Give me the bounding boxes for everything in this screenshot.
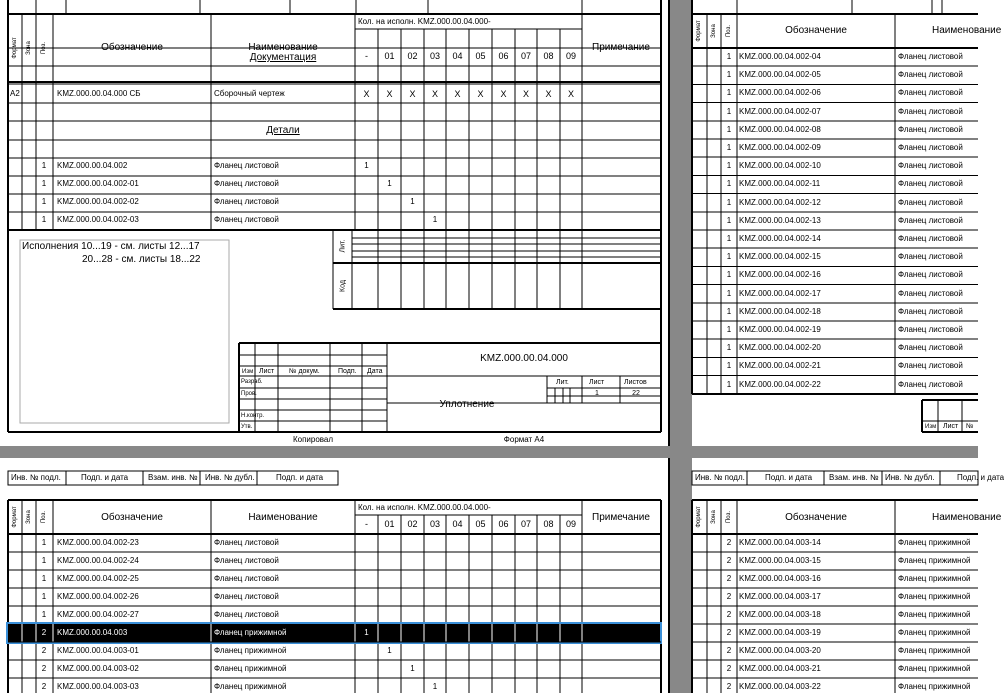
document-sheet-3[interactable] — [0, 458, 670, 693]
row-designation: KMZ.000.00.04.003-22 — [739, 682, 821, 691]
header-variant: 05 — [475, 519, 486, 529]
row-pos: 2 — [41, 628, 47, 637]
row-pos: 1 — [41, 610, 47, 619]
row-name: Фланец листовой — [214, 161, 279, 170]
row-name: Фланец листовой — [898, 52, 963, 61]
header-designation: Обозначение — [785, 25, 847, 36]
header-format: Формат — [696, 506, 702, 528]
header-variant: 07 — [520, 50, 532, 61]
row-name: Фланец прижимной — [898, 646, 971, 655]
row-designation: KMZ.000.00.04.002-18 — [739, 306, 821, 316]
row-name: Фланец прижимной — [898, 592, 971, 601]
row-pos: 1 — [726, 252, 732, 262]
row-pos: 1 — [726, 124, 732, 134]
header-format: Формат — [696, 20, 702, 42]
row-pos: 2 — [726, 646, 732, 655]
row-qty: 1 — [410, 664, 415, 673]
row-name: Фланец листовой — [898, 161, 963, 171]
row-designation: KMZ.000.00.04.002-02 — [57, 197, 139, 206]
assembly-mark: X — [477, 89, 484, 99]
row-designation: KMZ.000.00.04.003-03 — [57, 682, 139, 691]
row-name: Фланец листовой — [214, 538, 279, 547]
row-pos: 1 — [726, 361, 732, 371]
row-designation: KMZ.000.00.04.002-01 — [57, 179, 139, 188]
row-name: Фланец листовой — [898, 70, 963, 80]
stamp-izm: Изм — [925, 424, 937, 430]
stamp-no: № — [966, 423, 974, 430]
row-pos: 1 — [726, 197, 732, 207]
row-name: Фланец прижимной — [898, 556, 971, 565]
strip-sign-date: Подп. и дата — [765, 473, 813, 482]
header-variant: - — [365, 50, 368, 61]
header-format: Формат — [12, 37, 18, 59]
header-variant: 08 — [543, 519, 554, 529]
header-format: Формат — [12, 506, 18, 528]
header-pos: Поз. — [726, 25, 732, 37]
stamp-title: Уплотнение — [439, 399, 495, 410]
stamp-sheet: Лист — [589, 379, 605, 386]
header-pos: Поз. — [41, 42, 47, 54]
header-variant: 03 — [429, 50, 441, 61]
assembly-mark: X — [386, 89, 393, 99]
header-variant: 04 — [452, 519, 463, 529]
row-pos: 1 — [41, 197, 47, 206]
row-designation: KMZ.000.00.04.003-18 — [739, 610, 821, 619]
strip-sign-date: Подп. и дата — [81, 473, 129, 482]
row-pos: 1 — [726, 179, 732, 189]
row-name: Фланец листовой — [898, 361, 963, 371]
stamp-doc-no: № докум. — [289, 368, 320, 375]
header-variant: 04 — [452, 50, 463, 61]
row-pos: 1 — [41, 215, 47, 224]
strip-replace-no: Взам. инв. № — [148, 473, 198, 482]
assembly-mark: X — [454, 89, 461, 99]
row-designation: KMZ.000.00.04.002-03 — [57, 215, 139, 224]
strip-dup-no: Инв. № дубл. — [885, 473, 935, 482]
stamp-doc-code: KMZ.000.00.04.000 — [480, 353, 568, 364]
header-variant: 01 — [384, 519, 395, 529]
row-designation: KMZ.000.00.04.003-02 — [57, 664, 139, 673]
header-variant: 03 — [429, 519, 441, 529]
header-zone: Зона — [711, 24, 717, 38]
header-name: Наименование — [932, 25, 1002, 36]
row-name: Фланец листовой — [898, 288, 963, 298]
stamp-sign: Подп. — [338, 368, 357, 375]
header-qty: Кол. на исполн. KMZ.000.00.04.000- — [358, 17, 491, 26]
row-pos: 1 — [41, 179, 47, 188]
row-designation: KMZ.000.00.04.002-24 — [57, 556, 139, 565]
row-designation: KMZ.000.00.04.002-21 — [739, 361, 821, 371]
strip-sign-date2: Подп. и дата — [957, 473, 1004, 482]
row-name: Фланец листовой — [898, 234, 963, 243]
strip-dup-no: Инв. № дубл. — [205, 473, 255, 482]
row-designation: KMZ.000.00.04.002 — [57, 161, 128, 170]
row-name: Фланец листовой — [898, 106, 963, 116]
row-designation: KMZ.000.00.04.002-05 — [739, 70, 821, 80]
row-pos: 1 — [726, 161, 732, 171]
strip-replace-no: Взам. инв. № — [829, 473, 879, 482]
header-note: Примечание — [592, 42, 650, 53]
row-designation: KMZ.000.00.04.002-26 — [57, 592, 139, 601]
row-designation: KMZ.000.00.04.003-14 — [739, 538, 821, 547]
section-documentation: Документация — [249, 52, 317, 63]
row-pos: 1 — [726, 52, 732, 61]
row-name: Фланец листовой — [898, 215, 963, 225]
row-name: Фланец прижимной — [214, 664, 287, 673]
row-designation: KMZ.000.00.04.002-11 — [739, 179, 821, 189]
header-name: Наименование — [932, 512, 1002, 523]
assembly-mark: X — [500, 89, 507, 99]
header-pos: Поз. — [41, 511, 47, 523]
row-pos: 1 — [726, 234, 732, 243]
code-label: Код — [339, 280, 347, 292]
header-designation: Обозначение — [101, 512, 163, 523]
header-variant: 06 — [498, 50, 509, 61]
row-qty: 1 — [387, 179, 392, 188]
row-designation: KMZ.000.00.04.002-15 — [739, 252, 821, 262]
row-name: Фланец прижимной — [898, 538, 971, 547]
stamp-izm: Изм — [242, 369, 254, 375]
row-designation: KMZ.000.00.04.002-08 — [739, 124, 821, 134]
row-pos: 1 — [41, 161, 47, 170]
row-name: Фланец прижимной — [898, 610, 971, 619]
stamp-sheet-value: 1 — [595, 390, 599, 397]
row-designation: KMZ.000.00.04.002-25 — [57, 574, 139, 583]
row-name: Фланец листовой — [898, 252, 963, 262]
assembly-format: A2 — [10, 89, 20, 98]
row-designation: KMZ.000.00.04.002-23 — [57, 538, 139, 547]
stamp-list: Лист — [943, 423, 959, 430]
row-designation: KMZ.000.00.04.002-22 — [739, 379, 821, 389]
workspace-gap-vertical — [670, 0, 692, 693]
note-line-1: Исполнения 10...19 - см. листы 12...17 — [22, 241, 200, 252]
header-variant: 09 — [565, 519, 577, 529]
header-variant: 07 — [520, 519, 532, 529]
row-pos: 1 — [41, 592, 47, 601]
stamp-format: Формат A4 — [503, 435, 545, 444]
row-name: Фланец прижимной — [898, 574, 971, 583]
header-note: Примечание — [592, 512, 650, 523]
row-pos: 1 — [726, 288, 732, 298]
header-name: Наименование — [248, 42, 318, 53]
row-name: Фланец листовой — [898, 143, 963, 152]
row-name: Фланец листовой — [898, 88, 963, 98]
row-qty: 1 — [410, 197, 415, 206]
assembly-designation: KMZ.000.00.04.000 СБ — [57, 89, 141, 98]
row-pos: 1 — [726, 270, 732, 280]
header-variant: 09 — [565, 50, 577, 61]
row-name: Фланец листовой — [898, 325, 963, 334]
row-designation: KMZ.000.00.04.003-20 — [739, 646, 821, 655]
stamp-checked: Пров. — [241, 391, 257, 397]
row-qty: 1 — [364, 628, 369, 637]
row-pos: 2 — [726, 592, 732, 601]
row-pos: 2 — [726, 556, 732, 565]
row-designation: KMZ.000.00.04.002-07 — [739, 106, 821, 116]
stamp-lit: Лит. — [556, 379, 569, 386]
workspace-gap-horizontal — [0, 446, 978, 458]
document-sheet-4[interactable] — [692, 458, 1004, 693]
row-name: Фланец листовой — [898, 306, 963, 316]
row-pos: 2 — [726, 574, 732, 583]
header-zone: Зона — [26, 510, 32, 524]
row-designation: KMZ.000.00.04.003-16 — [739, 574, 821, 583]
frame-rect — [20, 240, 229, 423]
header-designation: Обозначение — [101, 42, 163, 53]
row-designation: KMZ.000.00.04.003-01 — [57, 646, 139, 655]
row-name: Фланец листовой — [214, 610, 279, 619]
row-name: Фланец листовой — [214, 215, 279, 224]
header-variant: 02 — [407, 519, 418, 529]
row-name: Фланец листовой — [898, 270, 963, 280]
header-variant: - — [365, 519, 368, 529]
row-pos: 2 — [726, 610, 732, 619]
row-name: Фланец листовой — [214, 592, 279, 601]
row-designation: KMZ.000.00.04.002-17 — [739, 288, 821, 298]
row-pos: 2 — [726, 664, 732, 673]
header-variant: 05 — [475, 50, 486, 61]
row-pos: 1 — [726, 379, 732, 389]
row-pos: 1 — [726, 88, 732, 98]
row-pos: 1 — [726, 70, 732, 80]
assembly-mark: X — [409, 89, 416, 99]
row-name: Фланец прижимной — [214, 628, 287, 637]
row-designation: KMZ.000.00.04.002-16 — [739, 270, 821, 280]
row-designation: KMZ.000.00.04.003-15 — [739, 556, 821, 565]
row-qty: 1 — [432, 682, 438, 691]
row-name: Фланец листовой — [898, 124, 963, 134]
row-qty: 1 — [432, 215, 438, 224]
row-pos: 1 — [41, 538, 47, 547]
header-designation: Обозначение — [785, 512, 847, 523]
row-designation: KMZ.000.00.04.002-27 — [57, 610, 139, 619]
row-designation: KMZ.000.00.04.002-09 — [739, 143, 821, 152]
row-designation: KMZ.000.00.04.002-13 — [739, 215, 821, 225]
stamp-copied: Копировал — [292, 435, 334, 444]
row-pos: 2 — [41, 682, 47, 691]
row-pos: 1 — [41, 556, 47, 565]
section-parts: Детали — [266, 125, 300, 136]
stamp-date: Дата — [367, 368, 383, 375]
row-designation: KMZ.000.00.04.002-14 — [739, 234, 821, 243]
row-designation: KMZ.000.00.04.002-10 — [739, 161, 821, 171]
assembly-mark: X — [522, 89, 530, 99]
assembly-mark: X — [363, 89, 370, 99]
row-name: Фланец листовой — [898, 379, 963, 389]
header-qty: Кол. на исполн. KMZ.000.00.04.000- — [358, 503, 491, 512]
row-pos: 2 — [726, 682, 732, 691]
row-qty: 1 — [364, 161, 369, 170]
row-pos: 1 — [726, 343, 732, 353]
row-pos: 2 — [41, 664, 47, 673]
assembly-mark: X — [567, 89, 575, 99]
row-pos: 1 — [41, 574, 47, 583]
stamp-sheets: Листов — [624, 379, 647, 386]
row-designation: KMZ.000.00.04.003 — [57, 628, 128, 637]
row-designation: KMZ.000.00.04.003-21 — [739, 664, 821, 673]
header-zone: Зона — [26, 41, 32, 55]
row-name: Фланец листовой — [214, 556, 279, 565]
row-name: Фланец листовой — [214, 179, 279, 188]
header-name: Наименование — [248, 512, 318, 523]
row-name: Фланец листовой — [898, 179, 963, 189]
strip-sub-no: Инв. № подл. — [11, 473, 61, 482]
assembly-name: Сборочный чертеж — [214, 89, 285, 98]
row-pos: 1 — [726, 306, 732, 316]
header-zone: Зона — [711, 510, 717, 524]
note-line-2: 20...28 - см. листы 18...22 — [82, 254, 201, 265]
row-pos: 2 — [726, 538, 732, 547]
stamp-sheets-value: 22 — [632, 390, 640, 397]
row-pos: 1 — [726, 106, 732, 116]
row-designation: KMZ.000.00.04.002-04 — [739, 52, 821, 61]
document-sheet-1[interactable] — [0, 0, 670, 446]
stamp-list: Лист — [259, 368, 275, 375]
strip-sub-no: Инв. № подл. — [695, 473, 745, 482]
header-variant: 08 — [543, 50, 554, 61]
row-pos: 1 — [726, 215, 732, 225]
row-pos: 1 — [726, 325, 732, 334]
stamp-approved: Утв. — [241, 424, 253, 430]
row-name: Фланец прижимной — [214, 682, 287, 691]
header-variant: 02 — [407, 50, 418, 61]
document-sheet-2[interactable] — [692, 0, 1002, 446]
row-pos: 2 — [726, 628, 732, 637]
row-name: Фланец прижимной — [898, 682, 971, 691]
row-name: Фланец прижимной — [898, 628, 971, 637]
row-qty: 1 — [387, 646, 392, 655]
row-designation: KMZ.000.00.04.002-06 — [739, 88, 821, 98]
row-designation: KMZ.000.00.04.002-19 — [739, 325, 821, 334]
row-name: Фланец листовой — [898, 343, 963, 353]
stamp-norm-control: Н.контр. — [241, 413, 265, 419]
lit-label: Лит. — [339, 239, 347, 253]
row-designation: KMZ.000.00.04.002-12 — [739, 197, 821, 207]
row-name: Фланец листовой — [898, 197, 963, 207]
row-name: Фланец листовой — [214, 197, 279, 206]
strip-sign-date2: Подп. и дата — [276, 473, 324, 482]
row-pos: 2 — [41, 646, 47, 655]
stamp-developed: Разраб. — [241, 379, 263, 385]
header-pos: Поз. — [726, 511, 732, 523]
row-name: Фланец листовой — [214, 574, 279, 583]
header-variant: 06 — [498, 519, 509, 529]
assembly-mark: X — [545, 89, 552, 99]
row-name: Фланец прижимной — [214, 646, 287, 655]
header-variant: 01 — [384, 50, 395, 61]
row-designation: KMZ.000.00.04.003-19 — [739, 628, 821, 637]
row-designation: KMZ.000.00.04.002-20 — [739, 343, 821, 353]
row-name: Фланец прижимной — [898, 664, 971, 673]
assembly-mark: X — [431, 89, 439, 99]
row-pos: 1 — [726, 143, 732, 152]
row-designation: KMZ.000.00.04.003-17 — [739, 592, 821, 601]
